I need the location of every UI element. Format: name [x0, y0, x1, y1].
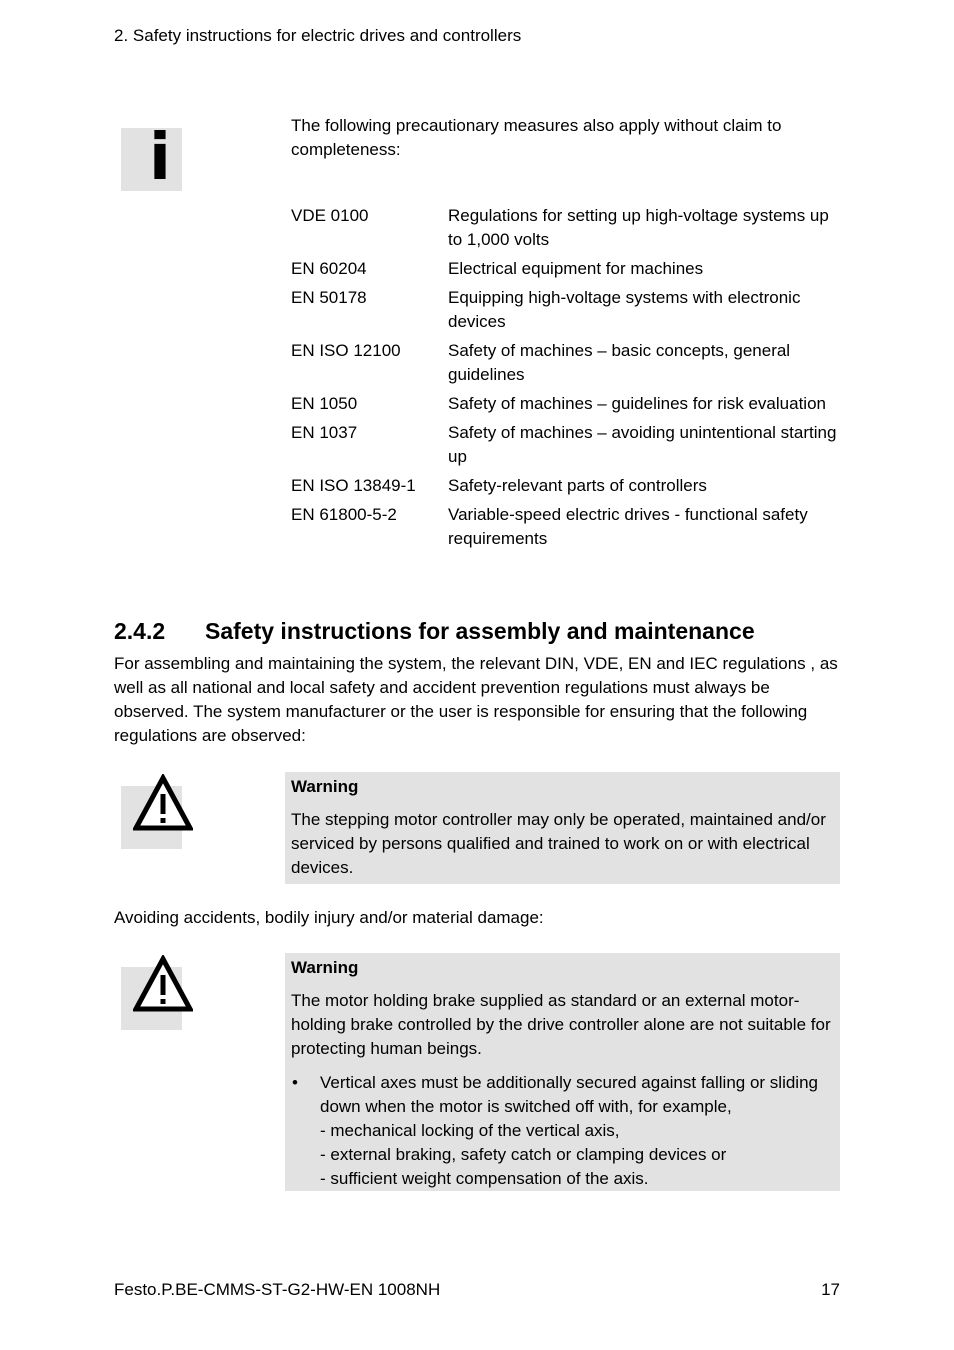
- section-heading: [114, 614, 755, 648]
- warning-title: Warning: [291, 777, 359, 796]
- footer-doc-id: Festo.P.BE-CMMS-ST-G2-HW-EN 1008NH: [114, 1280, 441, 1299]
- section-number: 2.4.2: [114, 618, 166, 644]
- warning-triangle-icon: [133, 955, 193, 1013]
- norm-row: [291, 286, 841, 339]
- norm-code: EN ISO 13849-1: [291, 476, 416, 495]
- norm-description: Safety of machines – avoiding unintentional starting up: [448, 423, 837, 466]
- norm-row: [291, 204, 841, 257]
- norm-code: EN 61800-5-2: [291, 505, 397, 524]
- norm-row: [291, 503, 841, 556]
- norm-description: Safety-relevant parts of controllers: [448, 476, 707, 495]
- norm-code: EN 1050: [291, 394, 358, 413]
- warning-text: The motor holding brake supplied as standard or an external motor-holding brake controlled by the drive controller alone are not suitable for protecting human beings.: [291, 991, 831, 1058]
- info-icon: i: [149, 121, 171, 195]
- warning-text: The stepping motor controller may only be operated, maintained and/or serviced by persons qualified and trained to work on or with electrical devices.: [291, 810, 826, 877]
- norm-code: EN ISO 12100: [291, 341, 401, 360]
- info-icon-box: [121, 121, 182, 195]
- norm-row: [291, 421, 841, 474]
- norm-code: EN 50178: [291, 288, 367, 307]
- norm-description: Safety of machines – guidelines for risk evaluation: [448, 394, 826, 413]
- section-body: For assembling and maintaining the system, the relevant DIN, VDE, EN and IEC regulations , as well as all national and local safety and accident prevention regulations must always be observed. The system manufacturer or the user is responsible for ensuring that the following regulations are observed:: [114, 654, 838, 745]
- norms-table: [291, 204, 841, 556]
- warning-title: Warning: [291, 958, 359, 977]
- warning-box-2: [285, 953, 840, 1191]
- section-title: Safety instructions for assembly and maintenance: [205, 618, 755, 644]
- warning-icon-box-2: [121, 967, 182, 1030]
- norm-description: Regulations for setting up high-voltage systems up to 1,000 volts: [448, 206, 829, 249]
- norm-description: Safety of machines – basic concepts, general guidelines: [448, 341, 791, 384]
- warning-triangle-icon: [133, 774, 193, 832]
- norm-row: [291, 474, 841, 503]
- info-note-text: The following precautionary measures also apply without claim to completeness:: [291, 116, 782, 159]
- bullet-line: • Vertical axes must be additionally secured against falling or sliding down when the motor is switched off with, for example,: [320, 1073, 818, 1116]
- bullet-line: - mechanical locking of the vertical axis,: [320, 1121, 620, 1140]
- norm-row: [291, 257, 841, 286]
- bullet-item: [291, 1071, 834, 1191]
- norm-row: [291, 339, 841, 392]
- norm-code: VDE 0100: [291, 206, 369, 225]
- norm-code: EN 60204: [291, 259, 367, 278]
- norm-description: Electrical equipment for machines: [448, 259, 704, 278]
- bullet-line: - external braking, safety catch or clamping devices or: [320, 1145, 727, 1164]
- norm-description: Variable-speed electric drives - functional safety requirements: [448, 505, 808, 548]
- avoid-text: Avoiding accidents, bodily injury and/or material damage:: [114, 908, 544, 927]
- warning-icon-box-1: [121, 786, 182, 849]
- running-header: 2. Safety instructions for electric drives and controllers: [114, 26, 522, 45]
- warning-bullet-list: [291, 1071, 834, 1191]
- norm-description: Equipping high-voltage systems with electronic devices: [448, 288, 801, 331]
- norm-code: EN 1037: [291, 423, 358, 442]
- footer-page-number: 17: [821, 1280, 840, 1299]
- bullet-line: - sufficient weight compensation of the axis.: [320, 1169, 649, 1188]
- warning-box-1: [285, 772, 840, 884]
- norm-row: [291, 392, 841, 421]
